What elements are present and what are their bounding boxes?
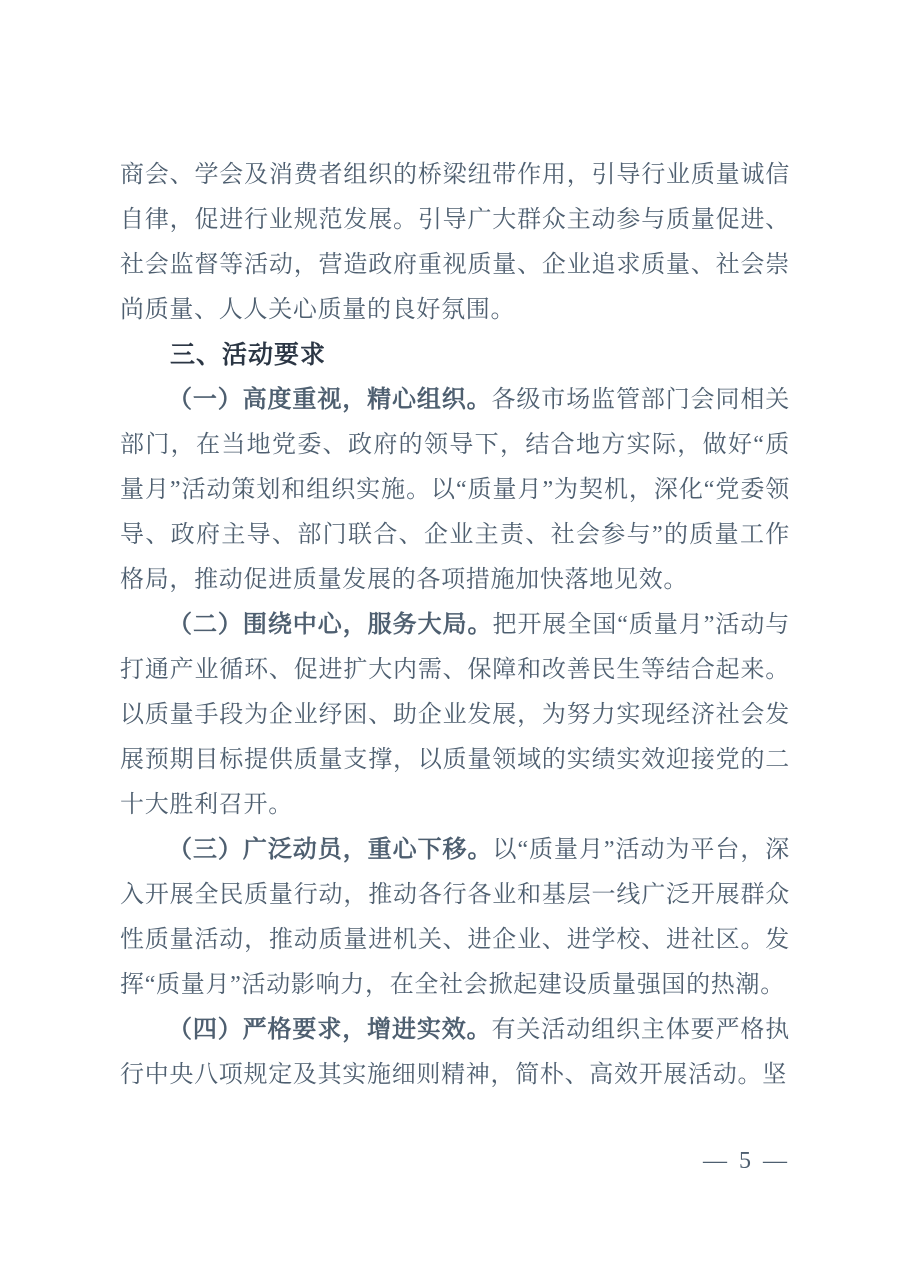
clause-3-text: 以“质量月”活动为平台，深入开展全民质量行动，推动各行各业和基层一线广泛开展群众性质量活动，推动质量进机关、进企业、进学校、进社区。发挥“质量月”活动影响力，在全社会掀起建设质量强国的热潮。 — [120, 837, 791, 998]
page-number: — 5 — — [703, 1148, 790, 1174]
document-body — [120, 153, 790, 1098]
clause-2-text: 把开展全国“质量月”活动与打通产业循环、促进扩大内需、保障和改善民生等结合起来。以质量手段为企业纾困、助企业发展，为努力实现经济社会发展预期目标提供质量支撑，以质量领域的实绩实效迎接党的二十大胜利召开。 — [120, 612, 791, 818]
clause-1-text: 各级市场监管部门会同相关部门，在当地党委、政府的领导下，结合地方实际，做好“质量月”活动策划和组织实施。以“质量月”为契机，深化“党委领导、政府主导、部门联合、企业主责、社会参与”的质量工作格局，推动促进质量发展的各项措施加快落地见效。 — [120, 387, 790, 593]
clause-4-text: 有关活动组织主体要严格执行中央八项规定及其实施细则精神，简朴、高效开展活动。坚 — [120, 1017, 790, 1088]
clause-2-lead: （二）围绕中心，服务大局。 — [168, 612, 493, 638]
clause-paragraph-4 — [120, 1008, 790, 1098]
section-heading: 三、活动要求 — [170, 341, 327, 369]
clause-paragraph-3 — [120, 828, 790, 1008]
clause-paragraph-1 — [120, 378, 790, 603]
clause-4-lead: （四）严格要求，增进实效。 — [168, 1017, 492, 1043]
clause-3-lead: （三）广泛动员，重心下移。 — [168, 837, 493, 863]
clause-1-lead: （一）高度重视，精心组织。 — [168, 387, 492, 413]
clause-paragraph-2 — [120, 603, 790, 828]
intro-paragraph-continuation: 商会、学会及消费者组织的桥梁纽带作用，引导行业质量诚信自律，促进行业规范发展。引导广大群众主动参与质量促进、社会监督等活动，营造政府重视质量、企业追求质量、社会崇尚质量、人人关心质量的良好氛围。 — [120, 162, 790, 323]
